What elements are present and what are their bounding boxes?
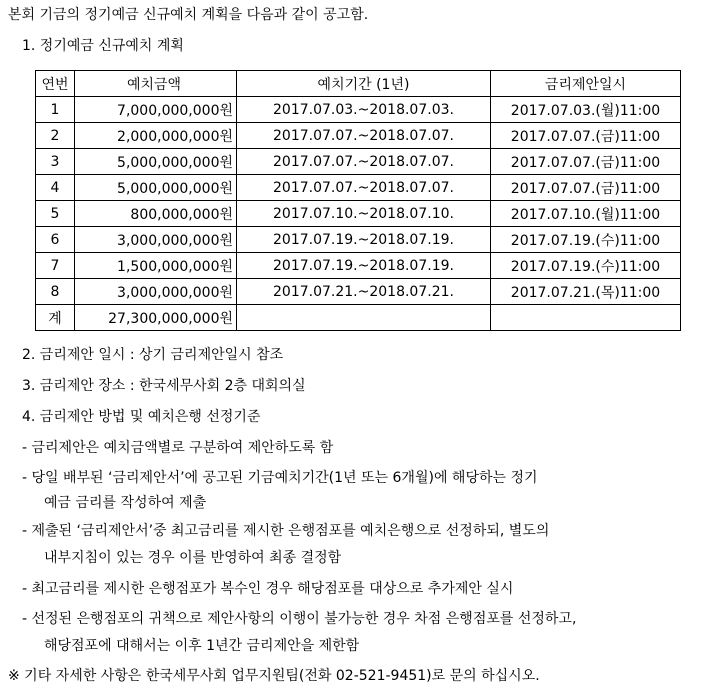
row-proposal-date: 2017.07.21.(목)11:00 [491,279,681,305]
table-row [36,253,681,279]
total-label: 계 [36,305,75,331]
row-proposal-date: 2017.07.03.(월)11:00 [491,97,681,123]
row-serial: 4 [36,175,75,201]
table-row [36,149,681,175]
row-amount: 3,000,000,000원 [75,279,237,305]
total-period [237,305,491,331]
header-proposal-date: 금리제안일시 [491,71,681,97]
bullet-item-continued: 해당점포에 대해서는 이후 1년간 금리제안을 제한함 [44,638,360,654]
row-amount: 3,000,000,000원 [75,227,237,253]
row-amount: 5,000,000,000원 [75,149,237,175]
row-amount: 1,500,000,000원 [75,253,237,279]
contact-note: ※ 기타 자세한 사항은 한국세무사회 업무지원팀(전화 02-521-9451)로 문의 하십시오. [8,668,540,684]
bullet-item-continued: 예금 금리를 작성하여 제출 [44,495,207,511]
row-amount: 7,000,000,000원 [75,97,237,123]
header-amount: 예치금액 [75,71,237,97]
row-serial: 5 [36,201,75,227]
deposit-plan-table [35,70,681,331]
bullet-item-continued: 내부지침이 있는 경우 이를 반영하여 최종 결정함 [44,550,342,566]
total-amount: 27,300,000,000원 [75,305,237,331]
row-period: 2017.07.19.~2018.07.19. [237,253,491,279]
row-amount: 800,000,000원 [75,201,237,227]
table-row [36,97,681,123]
table-row [36,175,681,201]
table-row [36,201,681,227]
row-amount: 5,000,000,000원 [75,175,237,201]
row-serial: 8 [36,279,75,305]
row-serial: 1 [36,97,75,123]
total-date [491,305,681,331]
bullet-item: - 최고금리를 제시한 은행점포가 복수인 경우 해당점포를 대상으로 추가제안 실시 [22,581,514,597]
row-period: 2017.07.07.~2018.07.07. [237,149,491,175]
row-period: 2017.07.03.~2018.07.03. [237,97,491,123]
table-header-row [36,71,681,97]
section-2-text: 2. 금리제안 일시 : 상기 금리제안일시 참조 [22,347,284,363]
row-proposal-date: 2017.07.19.(수)11:00 [491,227,681,253]
table-row [36,227,681,253]
row-serial: 6 [36,227,75,253]
row-serial: 3 [36,149,75,175]
row-proposal-date: 2017.07.10.(월)11:00 [491,201,681,227]
section-3-text: 3. 금리제안 장소 : 한국세무사회 2층 대회의실 [22,378,306,394]
row-period: 2017.07.07.~2018.07.07. [237,175,491,201]
bullet-item: - 제출된 ‘금리제안서’중 최고금리를 제시한 은행점포를 예치은행으로 선정하되, 별도의 [22,523,550,539]
section-4-title: 4. 금리제안 방법 및 예치은행 선정기준 [22,409,261,425]
header-period: 예치기간 (1년) [237,71,491,97]
row-proposal-date: 2017.07.07.(금)11:00 [491,149,681,175]
row-proposal-date: 2017.07.07.(금)11:00 [491,175,681,201]
row-serial: 2 [36,123,75,149]
section-1-title: 1. 정기예금 신규예치 계획 [22,38,184,54]
row-amount: 2,000,000,000원 [75,123,237,149]
bullet-item: - 금리제안은 예치금액별로 구분하여 제안하도록 함 [22,440,334,456]
row-period: 2017.07.07.~2018.07.07. [237,123,491,149]
bullet-item: - 선정된 은행점포의 귀책으로 제안사항의 이행이 불가능한 경우 차점 은행점포를 선정하고, [22,611,577,627]
row-period: 2017.07.10.~2018.07.10. [237,201,491,227]
bullet-item: - 당일 배부된 ‘금리제안서’에 공고된 기금예치기간(1년 또는 6개월)에 해당하는 정기 [22,470,538,486]
row-proposal-date: 2017.07.19.(수)11:00 [491,253,681,279]
row-serial: 7 [36,253,75,279]
row-period: 2017.07.19.~2018.07.19. [237,227,491,253]
table-row [36,123,681,149]
table-row [36,279,681,305]
header-serial: 연번 [36,71,75,97]
row-period: 2017.07.21.~2018.07.21. [237,279,491,305]
notice-intro: 본회 기금의 정기예금 신규예치 계획을 다음과 같이 공고함. [8,7,369,23]
table-total-row [36,305,681,331]
row-proposal-date: 2017.07.07.(금)11:00 [491,123,681,149]
